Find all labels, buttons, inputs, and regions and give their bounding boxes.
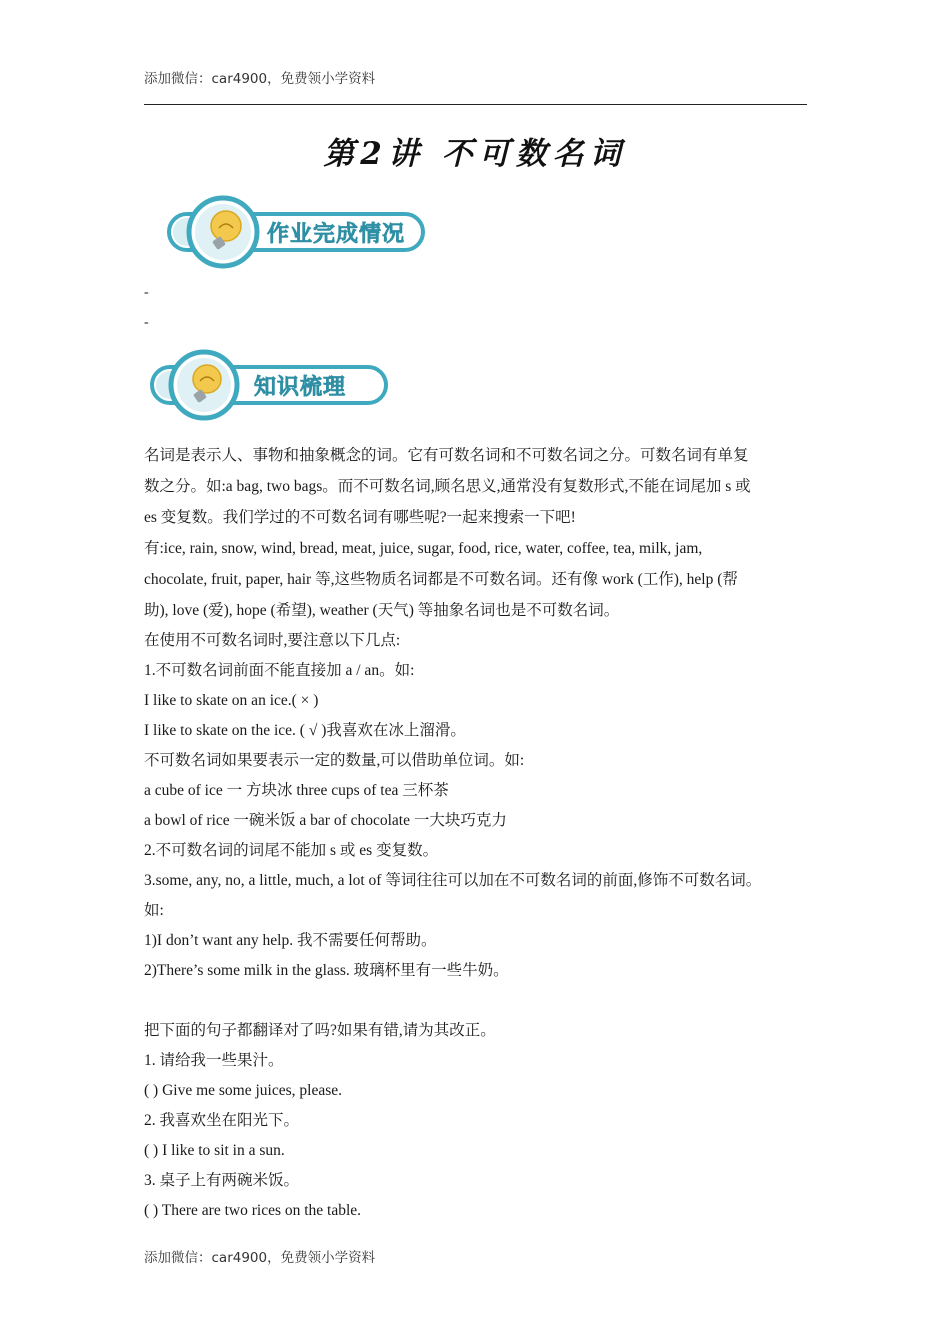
intro-line: 名词是表示人、事物和抽象概念的词。它有可数名词和不可数名词之分。可数名词有单复: [144, 447, 749, 464]
intro-line: chocolate, fruit, paper, hair 等,这些物质名词都是不可数名词。还有像 work (工作), help (帮: [144, 571, 738, 588]
knowledge-section-badge: [144, 342, 392, 428]
placeholder-dash: -: [144, 285, 149, 300]
note-line: a cube of ice 一 方块冰 three cups of tea 三杯茶: [144, 782, 449, 799]
exercise-line: ( ) There are two rices on the table.: [144, 1202, 362, 1219]
note-line: 3.some, any, no, a little, much, a lot of 等词往往可以加在不可数名词的前面,修饰不可数名词。: [144, 872, 762, 889]
note-line: 1.不可数名词前面不能直接加 a / an。如:: [144, 662, 415, 679]
note-line: 在使用不可数名词时,要注意以下几点:: [144, 632, 401, 649]
main-content: [144, 440, 809, 1226]
note-line: 2)There’s some milk in the glass. 玻璃杯里有一些牛奶。: [144, 962, 509, 979]
exercise-line: 1. 请给我一些果汁。: [144, 1052, 284, 1069]
lightbulb-icon: [171, 352, 237, 418]
intro-line: 有:ice, rain, snow, wind, bread, meat, juice, sugar, food, rice, water, coffee, tea, milk, jam,: [144, 540, 703, 557]
lightbulb-icon: [189, 198, 257, 266]
note-line: I like to skate on the ice. ( √ )我喜欢在冰上溜滑。: [144, 722, 466, 739]
placeholder-dash: -: [144, 315, 149, 330]
intro-line: 数之分。如:a bag, two bags。而不可数名词,顾名思义,通常没有复数形式,不能在词尾加 s 或: [144, 478, 751, 495]
note-line: a bowl of rice 一碗米饭 a bar of chocolate 一大块巧克力: [144, 812, 507, 829]
note-line: I like to skate on an ice.( × ): [144, 692, 319, 709]
exercise-line: ( ) Give me some juices, please.: [144, 1082, 342, 1099]
usage-notes: [144, 626, 809, 986]
note-line: 1)I don’t want any help. 我不需要任何帮助。: [144, 932, 437, 949]
exercise-line: 3. 桌子上有两碗米饭。: [144, 1172, 300, 1189]
homework-section-badge: [157, 184, 437, 276]
note-line: 2.不可数名词的词尾不能加 s 或 es 变复数。: [144, 842, 439, 859]
intro-line: es 变复数。我们学过的不可数名词有哪些呢?一起来搜索一下吧!: [144, 509, 576, 526]
note-line: 不可数名词如果要表示一定的数量,可以借助单位词。如:: [144, 752, 525, 769]
note-line: 如:: [144, 902, 164, 919]
header-divider: [144, 104, 807, 105]
intro-paragraph: [144, 440, 809, 626]
exercise-line: 2. 我喜欢坐在阳光下。: [144, 1112, 300, 1129]
exercise-instruction: 把下面的句子都翻译对了吗?如果有错,请为其改正。: [144, 1022, 496, 1039]
exercise-line: ( ) I like to sit in a sun.: [144, 1142, 285, 1159]
homework-badge-label: 作业完成情况: [267, 222, 406, 247]
intro-line: 助), love (爱), hope (希望), weather (天气) 等抽象名词也是不可数名词。: [144, 602, 620, 619]
exercise-section: [144, 1016, 809, 1226]
knowledge-badge-label: 知识梳理: [254, 375, 347, 400]
page-title: 第2讲 不可数名词: [323, 136, 627, 172]
page-header: 添加微信：car4900，免费领小学资料: [144, 71, 376, 87]
page-footer: 添加微信：car4900，免费领小学资料: [144, 1250, 376, 1266]
